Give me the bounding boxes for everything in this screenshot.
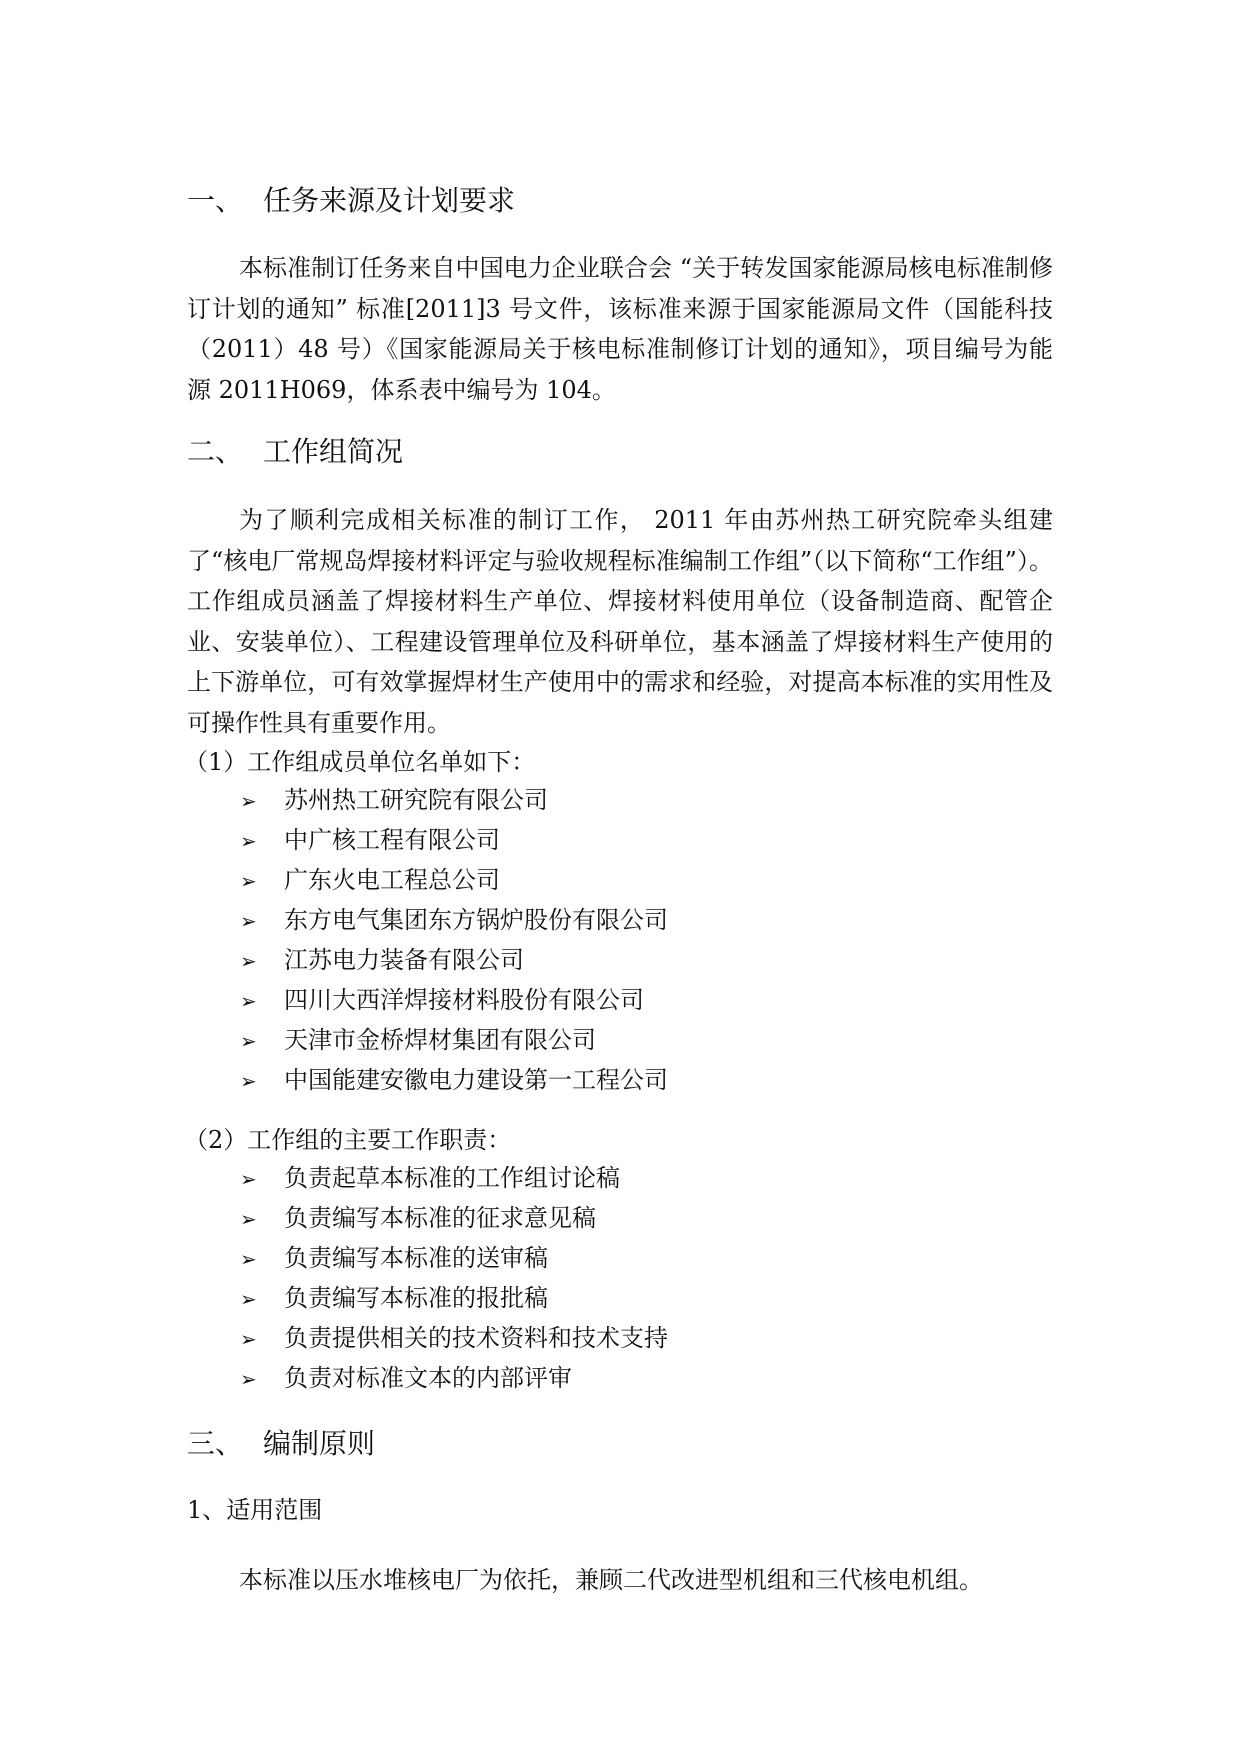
- section-3-title: 编制原则: [263, 1427, 376, 1460]
- list-item: ➢ 中广核工程有限公司: [240, 822, 500, 859]
- list-item: ➢ 负责起草本标准的工作组讨论稿: [240, 1160, 620, 1197]
- list-item: ➢ 负责编写本标准的报批稿: [240, 1280, 548, 1317]
- list-item: ➢ 负责编写本标准的征求意见稿: [240, 1200, 596, 1237]
- list-item: ➢ 四川大西洋焊接材料股份有限公司: [240, 982, 644, 1019]
- section-2-paragraph: 为了顺利完成相关标准的制订工作， 2011 年由苏州热工研究院牵头组建了“核电厂常规岛焊接材料评定与验收规程标准编制工作组”（以下简称“工作组”）。工作组成员涵盖了焊接材料生产单位、焊接材料使用单位（设备制造商、配管企业、安装单位）、工程建设管理单位及科研单位，基本涵盖了焊接材料生产使用的上下游单位，可有效掌握焊材生产使用中的需求和经验，对提高本标准的实用性及可操作性具有重要作用。: [187, 506, 1053, 737]
- bullet-arrow-icon: ➢: [240, 789, 257, 813]
- section-1-paragraph: 本标准制订任务来自中国电力企业联合会 “关于转发国家能源局核电标准制修订计划的通知” 标准[2011]3 号文件，该标准来源于国家能源局文件（国能科技（2011）48 号）《国家能源局关于核电标准制修订计划的通知》，项目编号为能源 2011H069，体系表中编号为 104。: [187, 254, 1053, 404]
- duties-list-title: （2）工作组的主要工作职责：: [184, 1126, 512, 1154]
- bullet-arrow-icon: ➢: [240, 909, 257, 933]
- section-1-heading: [187, 183, 515, 219]
- list-item: ➢ 东方电气集团东方锅炉股份有限公司: [240, 902, 668, 939]
- list-item: ➢ 负责对标准文本的内部评审: [240, 1360, 572, 1397]
- bullet-arrow-icon: ➢: [240, 1367, 257, 1391]
- section-3-heading: [187, 1426, 375, 1462]
- section-1-title: 任务来源及计划要求: [263, 184, 516, 217]
- section-2-title: 工作组简况: [263, 435, 404, 468]
- section-1-number: 一、: [187, 184, 244, 217]
- members-list-title: （1）工作组成员单位名单如下：: [184, 748, 536, 776]
- list-item: ➢ 天津市金桥焊材集团有限公司: [240, 1022, 596, 1059]
- bullet-arrow-icon: ➢: [240, 949, 257, 973]
- list-item: ➢ 广东火电工程总公司: [240, 862, 500, 899]
- section-3-paragraph: 本标准以压水堆核电厂为依托，兼顾二代改进型机组和三代核电机组。: [239, 1566, 983, 1594]
- section-2-heading: [187, 434, 403, 470]
- bullet-arrow-icon: ➢: [240, 1167, 257, 1191]
- bullet-arrow-icon: ➢: [240, 1287, 257, 1311]
- list-item: ➢ 负责提供相关的技术资料和技术支持: [240, 1320, 668, 1357]
- section-3-subtitle: 1、适用范围: [187, 1496, 323, 1524]
- bullet-arrow-icon: ➢: [240, 989, 257, 1013]
- bullet-arrow-icon: ➢: [240, 1327, 257, 1351]
- bullet-arrow-icon: ➢: [240, 869, 257, 893]
- list-item: ➢ 苏州热工研究院有限公司: [240, 782, 548, 819]
- section-3-number: 三、: [187, 1427, 244, 1460]
- bullet-arrow-icon: ➢: [240, 1207, 257, 1231]
- list-item: ➢ 中国能建安徽电力建设第一工程公司: [240, 1062, 668, 1099]
- list-item: ➢ 江苏电力装备有限公司: [240, 942, 524, 979]
- bullet-arrow-icon: ➢: [240, 1247, 257, 1271]
- list-item: ➢ 负责编写本标准的送审稿: [240, 1240, 548, 1277]
- section-2-number: 二、: [187, 435, 244, 468]
- bullet-arrow-icon: ➢: [240, 1029, 257, 1053]
- bullet-arrow-icon: ➢: [240, 829, 257, 853]
- bullet-arrow-icon: ➢: [240, 1069, 257, 1093]
